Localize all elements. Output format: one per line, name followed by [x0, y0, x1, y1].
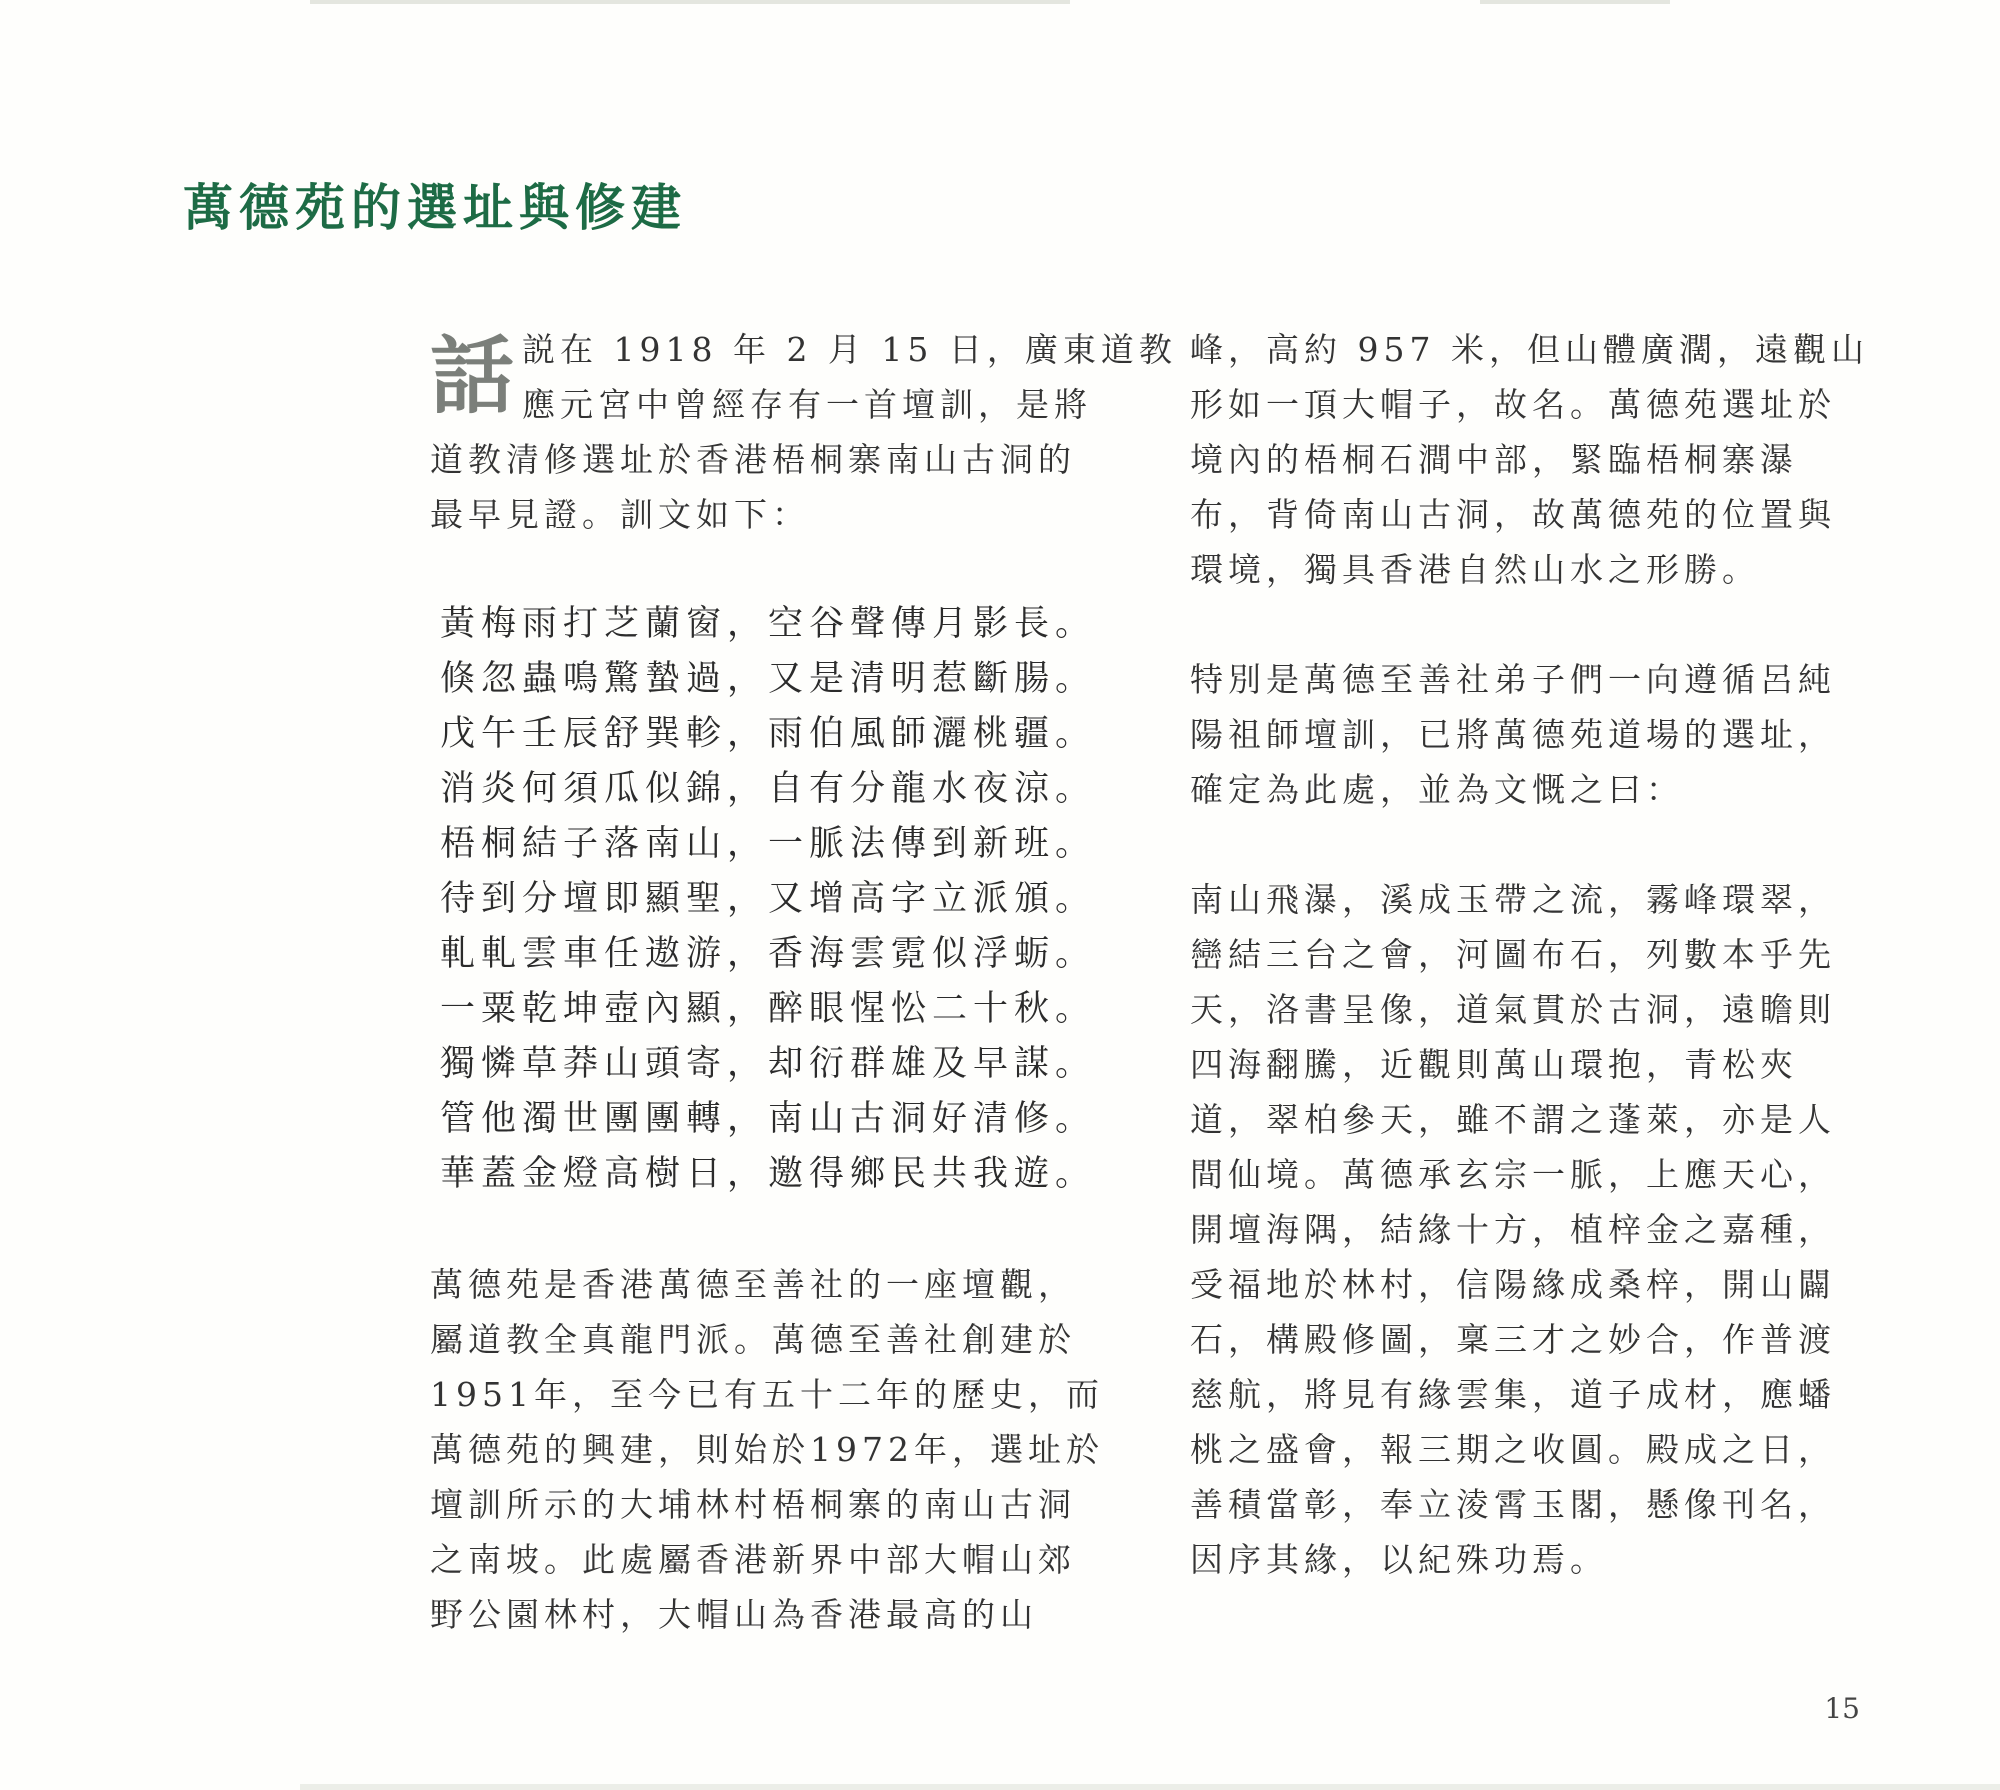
- right-column: [1190, 322, 1890, 1587]
- poem-block: [430, 597, 1110, 1202]
- poem-line: 華蓋金燈高樹日，邀得鄉民共我遊。: [440, 1154, 1097, 1194]
- text-line: 善積當彰，奉立淩霄玉閣，懸像刊名，: [1190, 1485, 1836, 1524]
- text-line: 峰，高約 957 米，但山體廣濶，遠觀山: [1190, 330, 1869, 369]
- paragraph-3: [1190, 872, 1890, 1587]
- poem-line: 黃梅雨打芝蘭窗，空谷聲傳月影長。: [440, 604, 1097, 644]
- left-column: [430, 322, 1177, 1642]
- bottom-edge-rule: [300, 1784, 2000, 1790]
- poem-line: 戊午壬辰舒巽軫，雨伯風師灑桃疆。: [440, 714, 1097, 754]
- text-line: 道教清修選址於香港梧桐寨南山古洞的: [430, 440, 1076, 479]
- poem-line: 管他濁世團團轉，南山古洞好清修。: [440, 1099, 1097, 1139]
- text-line: 布，背倚南山古洞，故萬德苑的位置與: [1190, 495, 1836, 534]
- text-line: 形如一頂大帽子，故名。萬德苑選址於: [1190, 385, 1836, 424]
- body-paragraph: [430, 1257, 1110, 1642]
- text-line: 南山飛瀑，溪成玉帶之流，霧峰環翠，: [1190, 880, 1836, 919]
- text-line: 環境，獨具香港自然山水之形勝。: [1190, 550, 1760, 589]
- text-line: 因序其緣，以紀殊功焉。: [1190, 1540, 1608, 1579]
- text-line: 1951年，至今已有五十二年的歷史，而: [430, 1375, 1104, 1414]
- poem-line: 待到分壇即顯聖，又增高字立派頒。: [440, 879, 1097, 919]
- poem-line: 倏忽蟲鳴驚蟄過，又是清明惹斷腸。: [440, 659, 1097, 699]
- poem-line: 消炎何須瓜似錦，自有分龍水夜涼。: [440, 769, 1097, 809]
- poem-line: 獨憐草莽山頭寄，却衍群雄及早謀。: [440, 1044, 1097, 1084]
- text-line: 開壇海隅，結緣十方，植梓金之嘉種，: [1190, 1210, 1836, 1249]
- text-line: 説在 1918 年 2 月 15 日，廣東道教: [522, 330, 1177, 369]
- text-line: 間仙境。萬德承玄宗一脈，上應天心，: [1190, 1155, 1836, 1194]
- page-title: 萬德苑的選址與修建: [183, 178, 687, 237]
- drop-cap-lines: [522, 322, 1177, 432]
- text-line: 受福地於林村，信陽緣成桑梓，開山闢: [1190, 1265, 1836, 1304]
- top-edge-rule-left: [310, 0, 1070, 4]
- text-line: 道，翠柏參天，雖不謂之蓬萊，亦是人: [1190, 1100, 1836, 1139]
- text-line: 四海翻騰，近觀則萬山環抱，青松夾: [1190, 1045, 1798, 1084]
- text-line: 天，洛書呈像，道氣貫於古洞，遠瞻則: [1190, 990, 1836, 1029]
- paragraph-1: [1190, 322, 1890, 597]
- page-number: 15: [1824, 1692, 1860, 1725]
- top-edge-rule-right: [1480, 0, 1670, 4]
- paragraph-gap: [1190, 817, 1890, 872]
- text-line: 野公園林村，大帽山為香港最高的山: [430, 1595, 1038, 1634]
- text-line: 特別是萬德至善社弟子們一向遵循呂純: [1190, 660, 1836, 699]
- drop-cap: 話: [430, 326, 520, 425]
- text-line: 確定為此處，並為文慨之曰：: [1190, 770, 1684, 809]
- text-line: 桃之盛會，報三期之收圓。殿成之日，: [1190, 1430, 1836, 1469]
- paragraph-2: [1190, 652, 1890, 817]
- paragraph-gap: [430, 542, 1110, 597]
- text-line: 石，構殿修圖，稟三才之妙合，作普渡: [1190, 1320, 1836, 1359]
- text-line: 屬道教全真龍門派。萬德至善社創建於: [430, 1320, 1076, 1359]
- poem-line: 軋軋雲車任遨游，香海雲霓似浮蛎。: [440, 934, 1097, 974]
- poem-line: 一粟乾坤壺內顯，醉眼惺忪二十秋。: [440, 989, 1097, 1029]
- text-line: 壇訓所示的大埔林村梧桐寨的南山古洞: [430, 1485, 1076, 1524]
- paragraph-gap: [1190, 597, 1890, 652]
- text-line: 之南坡。此處屬香港新界中部大帽山郊: [430, 1540, 1076, 1579]
- intro-with-drop-cap: [430, 322, 1177, 432]
- text-line: 萬德苑的興建，則始於1972年，選址於: [430, 1430, 1104, 1469]
- text-line: 陽祖師壇訓，已將萬德苑道場的選址，: [1190, 715, 1836, 754]
- paragraph-gap: [430, 1202, 1110, 1257]
- poem-line: 梧桐結子落南山，一脈法傳到新班。: [440, 824, 1097, 864]
- text-line: 應元宮中曾經存有一首壇訓，是將: [522, 385, 1092, 424]
- text-line: 最早見證。訓文如下：: [430, 495, 810, 534]
- text-line: 慈航，將見有緣雲集，道子成材，應蟠: [1190, 1375, 1836, 1414]
- text-line: 境內的梧桐石澗中部，緊臨梧桐寨瀑: [1190, 440, 1798, 479]
- text-line: 巒結三台之會，河圖布石，列數本乎先: [1190, 935, 1836, 974]
- text-line: 萬德苑是香港萬德至善社的一座壇觀，: [430, 1265, 1076, 1304]
